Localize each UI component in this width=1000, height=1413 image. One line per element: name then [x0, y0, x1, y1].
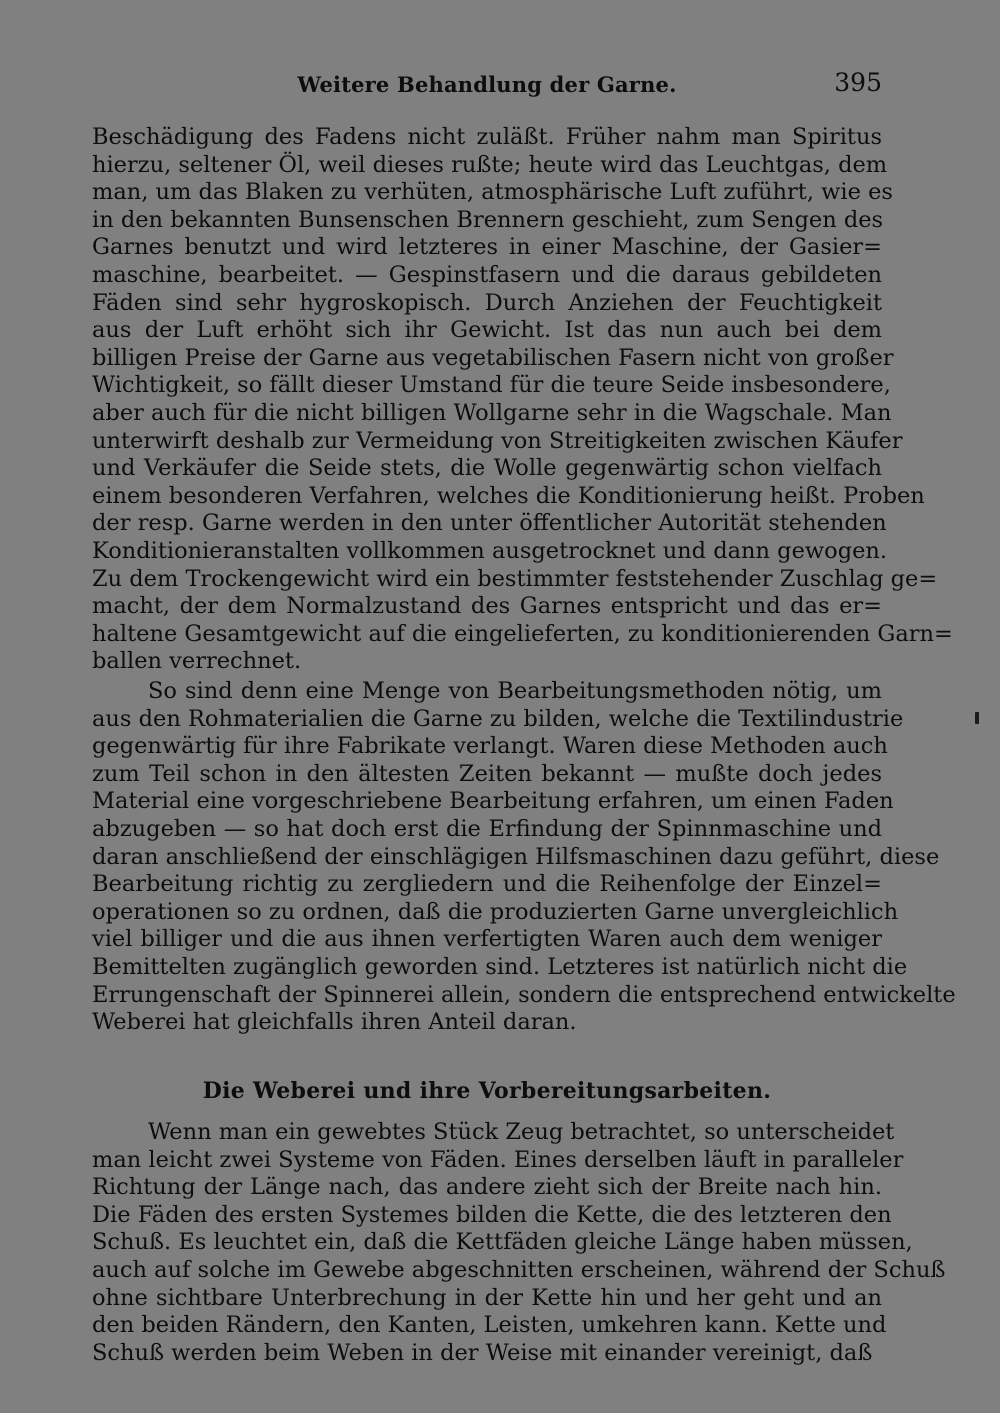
text-line: ohne sichtbare Unterbrechung in der Kette hin und her geht und an	[92, 1284, 882, 1311]
text-line: viel billiger und die aus ihnen verfertigten Waren auch dem weniger	[92, 926, 882, 953]
text-line: gegenwärtig für ihre Fabrikate verlangt. Waren diese Methoden auch	[92, 733, 888, 760]
text-line: Bemittelten zugänglich geworden sind. Letzteres ist natürlich nicht die	[92, 953, 908, 980]
text-line: Weberei hat gleichfalls ihren Anteil daran.	[92, 1009, 577, 1036]
text-line: Garnes benutzt und wird letzteres in einer Maschine, der Gasier=	[92, 234, 882, 261]
text-line: maschine, bearbeitet. — Gespinstfasern und die daraus gebildeten	[92, 261, 882, 288]
text-line: Beschädigung des Fadens nicht zuläßt. Früher nahm man Spiritus	[92, 124, 882, 150]
text-line: man leicht zwei Systeme von Fäden. Eines derselben läuft in paralleler	[92, 1146, 904, 1173]
text-line: Richtung der Länge nach, das andere zieht sich der Breite nach hin.	[92, 1174, 882, 1201]
text-line: daran anschließend der einschlägigen Hilfsmaschinen dazu geführt, diese	[92, 843, 940, 870]
text-line: aber auch für die nicht billigen Wollgarne sehr in die Wagschale. Man	[92, 399, 892, 426]
text-line: Schuß. Es leuchtet ein, daß die Kettfäden gleiche Länge haben müssen,	[92, 1229, 913, 1256]
text-line: und Verkäufer die Seide stets, die Wolle gegenwärtig schon vielfach	[92, 455, 882, 482]
text-line: unterwirft deshalb zur Vermeidung von Streitigkeiten zwischen Käufer	[92, 427, 903, 454]
text-line: Material eine vorgeschriebene Bearbeitung erfahren, um einen Faden	[92, 788, 894, 815]
text-line: aus der Luft erhöht sich ihr Gewicht. Ist das nun auch bei dem	[92, 317, 882, 344]
text-line: Die Fäden des ersten Systemes bilden die Kette, die des letzteren den	[92, 1201, 892, 1228]
page-number: 395	[834, 68, 882, 97]
text-line: Wichtigkeit, so fällt dieser Umstand für die teure Seide insbesondere,	[92, 372, 891, 399]
text-line: Wenn man ein gewebtes Stück Zeug betrachtet, so unterscheidet	[148, 1119, 895, 1145]
text-line: billigen Preise der Garne aus vegetabilischen Fasern nicht von großer	[92, 344, 894, 371]
text-line: einem besonderen Verfahren, welches die Konditionierung heißt. Proben	[92, 482, 925, 509]
text-line: den beiden Rändern, den Kanten, Leisten, umkehren kann. Kette und	[92, 1312, 887, 1339]
text-line: Konditionieranstalten vollkommen ausgetrocknet und dann gewogen.	[92, 537, 888, 564]
text-line: macht, der dem Normalzustand des Garnes entspricht und das er=	[92, 593, 882, 620]
text-line: haltene Gesamtgewicht auf die eingelieferten, zu konditionierenden Garn=	[92, 620, 953, 647]
running-title: Weitere Behandlung der Garne.	[297, 72, 677, 97]
text-line: auch auf solche im Gewebe abgeschnitten erscheinen, während der Schuß	[92, 1256, 946, 1283]
text-line: hierzu, seltener Öl, weil dieses rußte; heute wird das Leuchtgas, dem	[92, 151, 888, 178]
text-line: Schuß werden beim Weben in der Weise mit einander vereinigt, daß	[92, 1339, 873, 1366]
text-line: So sind denn eine Menge von Bearbeitungsmethoden nötig, um	[148, 678, 882, 704]
text-line: abzugeben — so hat doch erst die Erfindung der Spinnmaschine und	[92, 815, 882, 842]
text-line: man, um das Blaken zu verhüten, atmosphärische Luft zuführt, wie es	[92, 179, 893, 206]
margin-mark	[975, 712, 979, 724]
text-line: Fäden sind sehr hygroskopisch. Durch Anziehen der Feuchtigkeit	[92, 289, 882, 316]
text-line: operationen so zu ordnen, daß die produzierten Garne unvergleichlich	[92, 898, 899, 925]
text-line: aus den Rohmaterialien die Garne zu bilden, welche die Textilindustrie	[92, 705, 904, 732]
text-line: in den bekannten Bunsenschen Brennern geschieht, zum Sengen des	[92, 206, 884, 233]
text-line: zum Teil schon in den ältesten Zeiten bekannt — mußte doch jedes	[92, 760, 882, 787]
text-line: der resp. Garne werden in den unter öffentlicher Autorität stehenden	[92, 510, 887, 537]
paragraph-3	[92, 1119, 946, 1367]
paragraph-1	[92, 124, 953, 676]
section-heading: Die Weberei und ihre Vorbereitungsarbeiten.	[202, 1078, 772, 1104]
paragraph-2	[92, 678, 956, 1037]
text-line: ballen verrechnet.	[92, 648, 302, 675]
text-line: Bearbeitung richtig zu zergliedern und die Reihenfolge der Einzel=	[92, 871, 882, 898]
text-line: Errungenschaft der Spinnerei allein, sondern die entsprechend entwickelte	[92, 981, 956, 1008]
running-head	[92, 68, 882, 102]
text-line: Zu dem Trockengewicht wird ein bestimmter feststehender Zuschlag ge=	[92, 565, 938, 592]
